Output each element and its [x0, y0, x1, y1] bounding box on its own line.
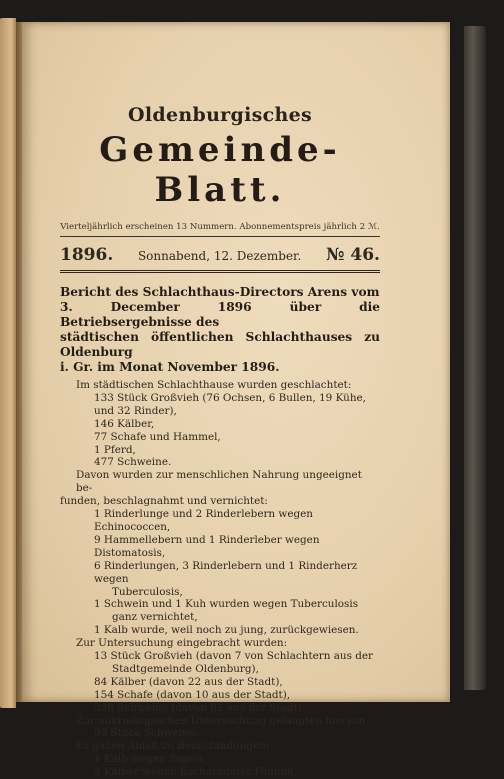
subscription-line: Vierteljährlich erscheinen 13 Nummern. Abonnementspreis jährlich 2 ℳ.	[60, 222, 380, 232]
article-title-line: Bericht des Schlachthaus-Directors Arens vom	[60, 285, 380, 299]
article-line: 338 Schweine (davon 82 aus der Stadt).	[94, 701, 306, 714]
article-line: Tuberculosis,	[112, 585, 183, 598]
article-body	[60, 379, 380, 779]
article-line: 6 Rinderlungen, 3 Rinderlebern und 1 Rinderherz wegen	[94, 559, 358, 585]
dateline	[60, 245, 380, 265]
issue-date: Sonnabend, 12. Dezember.	[137, 249, 302, 263]
left-page-edge	[0, 18, 16, 708]
article-title-line: städtischen öffentlichen Schlachthauses zu Oldenburg	[60, 330, 380, 359]
article-line: 77 Schafe und Hammel,	[94, 430, 221, 443]
article-line: 99 Stück Schweine.	[94, 727, 199, 740]
page-content	[60, 76, 380, 779]
article-line: 1 Rinderlunge und 2 Rinderlebern wegen Echinococcen,	[94, 508, 313, 533]
article-line: 2 Kälber wegen hochgradiger Fäulniß,	[94, 766, 298, 779]
article-line: 1 Pferd,	[94, 443, 136, 456]
article-line: ganz vernichtet,	[112, 611, 198, 624]
newspaper-page	[22, 22, 450, 779]
article-line: 1 Schwein und 1 Kuh wurden wegen Tuberculosis	[94, 598, 359, 611]
article-line: 146 Kälber,	[94, 417, 155, 430]
article-line: Es gaben Anlaß zu Beanstandungen:	[76, 740, 270, 753]
issue-year: 1896.	[60, 245, 114, 265]
article-line: Davon wurden zur menschlichen Nahrung ungeeignet be-	[76, 469, 362, 495]
article-line: Stadtgemeinde Oldenburg),	[112, 662, 259, 675]
masthead-rule	[60, 236, 380, 237]
article-title	[60, 285, 380, 375]
article-line: 13 Stück Großvieh (davon 7 von Schlachtern aus der	[94, 650, 374, 663]
book-spine	[464, 26, 486, 690]
article-line: 1 Kalb wurde, weil noch zu jung, zurückgewiesen.	[94, 624, 359, 637]
article-line: 154 Schafe (davon 10 aus der Stadt),	[94, 688, 291, 701]
article-line: Zur Untersuchung eingebracht wurden:	[76, 637, 288, 650]
issue-number: № 46.	[326, 245, 380, 265]
article-title-line: i. Gr. im Monat November 1896.	[60, 360, 280, 374]
article-line: 133 Stück Großvieh (76 Ochsen, 6 Bullen, 19 Kühe,	[94, 391, 366, 404]
article-line: und 32 Rinder),	[94, 404, 177, 417]
article-line: 9 Hammellebern und 1 Rinderleber wegen Distomatosis,	[94, 533, 320, 559]
article-line: 477 Schweine.	[94, 456, 172, 469]
article-line: Im städtischen Schlachthause wurden geschlachtet:	[76, 379, 352, 391]
article-line: 1 Kalb wegen Sepsis,	[94, 753, 207, 766]
article-title-line: 3. December 1896 über die Betriebsergebnisse des	[60, 300, 380, 329]
article-line: funden, beschlagnahmt und vernichtet:	[60, 495, 268, 508]
article-line: Zur mikroskopischen Untersuchung gelangten hiervon	[76, 714, 366, 727]
article-line: 84 Kälber (davon 22 aus der Stadt),	[94, 675, 283, 688]
masthead-title-main: Gemeinde-Blatt.	[99, 130, 341, 210]
dateline-rule	[60, 270, 380, 273]
masthead-title-top: Oldenburgisches	[128, 104, 312, 126]
